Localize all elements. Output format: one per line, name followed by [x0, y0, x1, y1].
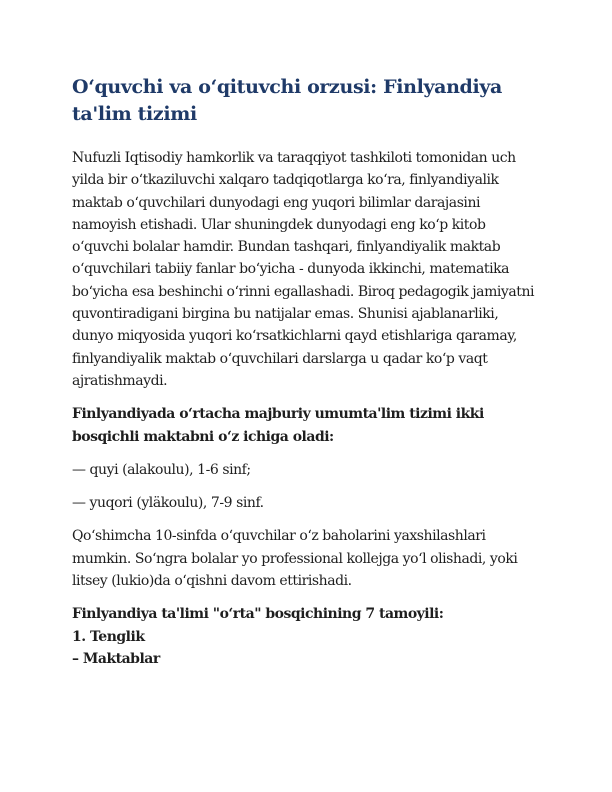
- stage-lower-item: — quyi (alakoulu), 1-6 sinf;: [72, 461, 251, 478]
- extra-grade-paragraph: Qo‘shimcha 10-sinfda o‘quvchilar o‘z baholarini yaxshilashlari mumkin. So‘ngra bolalar yo professional kollejga yo‘l olishadi, yoki litsey (lukio)da o‘qishni davom ettirishadi.: [72, 528, 518, 590]
- article-title: O‘quvchi va o‘qituvchi orzusi: Finlyandiya ta'lim tizimi: [72, 76, 503, 125]
- principles-heading: Finlyandiya ta'limi "o‘rta" bosqichining 7 tamoyili:: [72, 606, 444, 623]
- stage-upper-item: — yuqori (yläkoulu), 7-9 sinf.: [72, 495, 264, 512]
- principle-1-title: 1. Tenglik: [72, 628, 145, 645]
- school-structure-heading: Finlyandiyada o‘rtacha majburiy umumta'lim tizimi ikki bosqichli maktabni o‘z ichiga oladi:: [72, 406, 484, 445]
- article-body: [72, 74, 542, 670]
- principles-section: [72, 603, 542, 670]
- principle-1-subitem: – Maktablar: [72, 650, 160, 667]
- intro-paragraph: Nufuzli Iqtisodiy hamkorlik va taraqqiyot tashkiloti tomonidan uch yilda bir o‘tkaziluvchi xalqaro tadqiqotlarga ko‘ra, finlyandiyalik maktab o‘quvchilari dunyodagi eng yuqori bilimlar darajasini namoyish etishadi. Ular shuningdek dunyodagi eng ko‘p kitob o‘quvchi bolalar hamdir. Bundan tashqari, finlyandiyalik maktab o‘quvchilari tabiiy fanlar bo‘yicha - dunyoda ikkinchi, matematika bo‘yicha esa beshinchi o‘rinni egallashadi. Biroq pedagogik jamiyatni quvontiradigani birgina bu natijalar emas. Shunisi ajablanarliki, dunyo miqyosida yuqori ko‘rsatkichlarni qayd etishlariga qaramay, finlyandiyalik maktab o‘quvchilari darslarga u qadar ko‘p vaqt ajratishmaydi.: [72, 150, 535, 389]
